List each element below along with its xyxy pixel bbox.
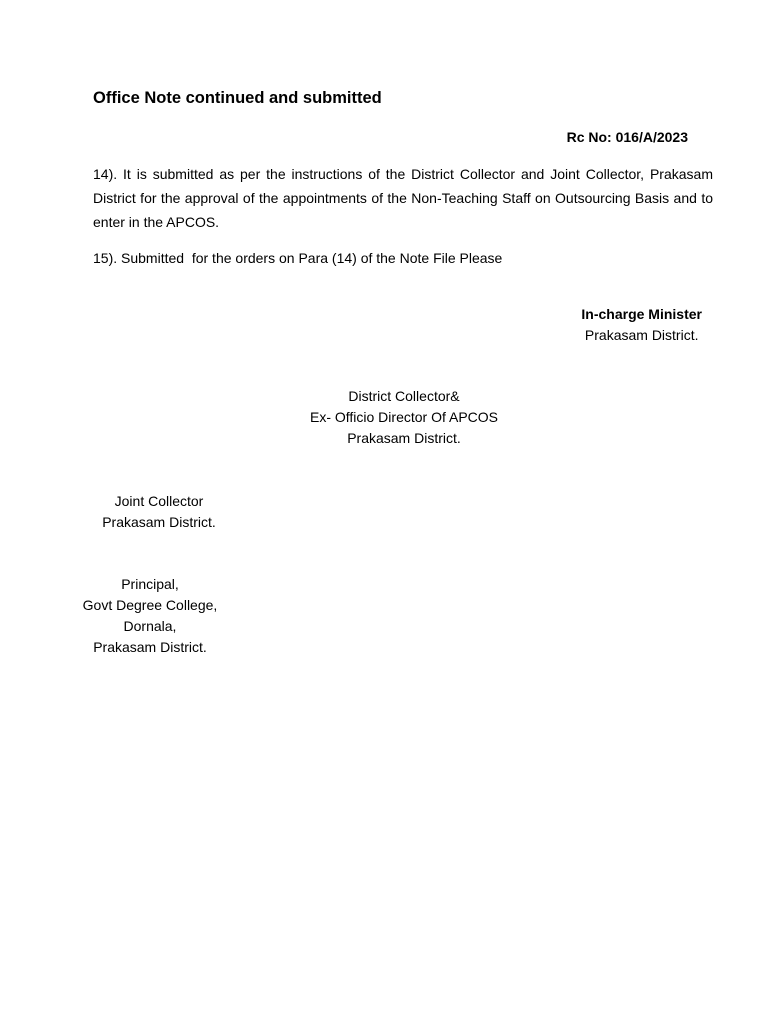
document-title: Office Note continued and submitted bbox=[93, 89, 382, 107]
principal-place: Dornala, bbox=[123, 618, 177, 634]
collector-district: Prakasam District. bbox=[347, 430, 461, 446]
signature-block-minister bbox=[581, 304, 702, 346]
minister-title: In-charge Minister bbox=[581, 306, 702, 322]
joint-collector-title: Joint Collector bbox=[114, 493, 204, 509]
paragraph-14: 14). It is submitted as per the instructions of the District Collector and Joint Collector, Prakasam District for the approval of the appointments of the Non-Teaching Staff on Outsourcing Basis and to enter in the APCOS. bbox=[93, 166, 713, 230]
signature-block-collector bbox=[264, 386, 544, 449]
reference-number: Rc No: 016/A/2023 bbox=[566, 129, 688, 145]
collector-title: District Collector& bbox=[348, 388, 460, 404]
minister-district: Prakasam District. bbox=[584, 327, 699, 343]
principal-district: Prakasam District. bbox=[93, 639, 207, 655]
principal-college: Govt Degree College, bbox=[82, 597, 218, 613]
signature-block-joint-collector bbox=[78, 491, 240, 533]
collector-designation: Ex- Officio Director Of APCOS bbox=[309, 409, 498, 425]
principal-title: Principal, bbox=[121, 576, 179, 592]
paragraph-15: 15). Submitted for the orders on Para (14) of the Note File Please bbox=[93, 250, 503, 266]
signature-block-principal bbox=[60, 574, 240, 658]
joint-collector-district: Prakasam District. bbox=[102, 514, 216, 530]
